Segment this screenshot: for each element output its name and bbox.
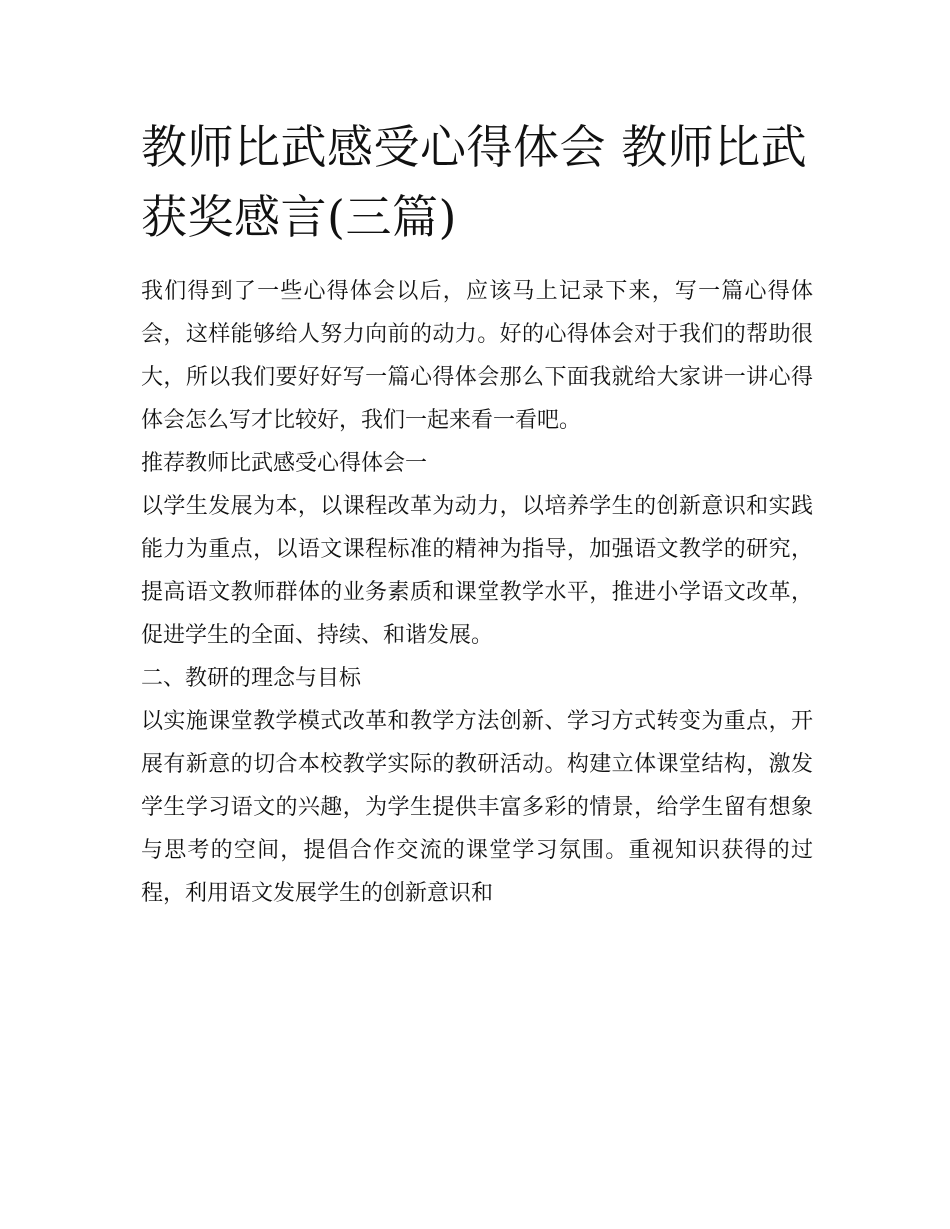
section-body-goals: 以实施课堂教学模式改革和教学方法创新、学习方式转变为重点，开展有新意的切合本校教学实际的教研活动。构建立体课堂结构，激发学生学习语文的兴趣，为学生提供丰富多彩的情景，给学生留有想象与思考的空间，提倡合作交流的课堂学习氛围。重视知识获得的过程，利用语文发展学生的创新意识和 [141, 709, 813, 906]
section-heading-recommend: 推荐教师比武感受心得体会一 [141, 451, 428, 476]
section-heading-goals: 二、教研的理念与目标 [141, 666, 362, 691]
document-title: 教师比武感受心得体会 教师比武获奖感言(三篇) [141, 120, 808, 244]
section-body-guiding-principle: 以学生发展为本，以课程改革为动力，以培养学生的创新意识和实践能力为重点，以语文课程标准的精神为指导，加强语文教学的研究，提高语文教师群体的业务素质和课堂教学水平，推进小学语文改革，促进学生的全面、持续、和谐发展。 [141, 494, 813, 648]
document-content [141, 112, 813, 915]
intro-paragraph: 我们得到了一些心得体会以后，应该马上记录下来，写一篇心得体会，这样能够给人努力向前的动力。好的心得体会对于我们的帮助很大，所以我们要好好写一篇心得体会那么下面我就给大家讲一讲心得体会怎么写才比较好，我们一起来看一看吧。 [141, 279, 813, 433]
